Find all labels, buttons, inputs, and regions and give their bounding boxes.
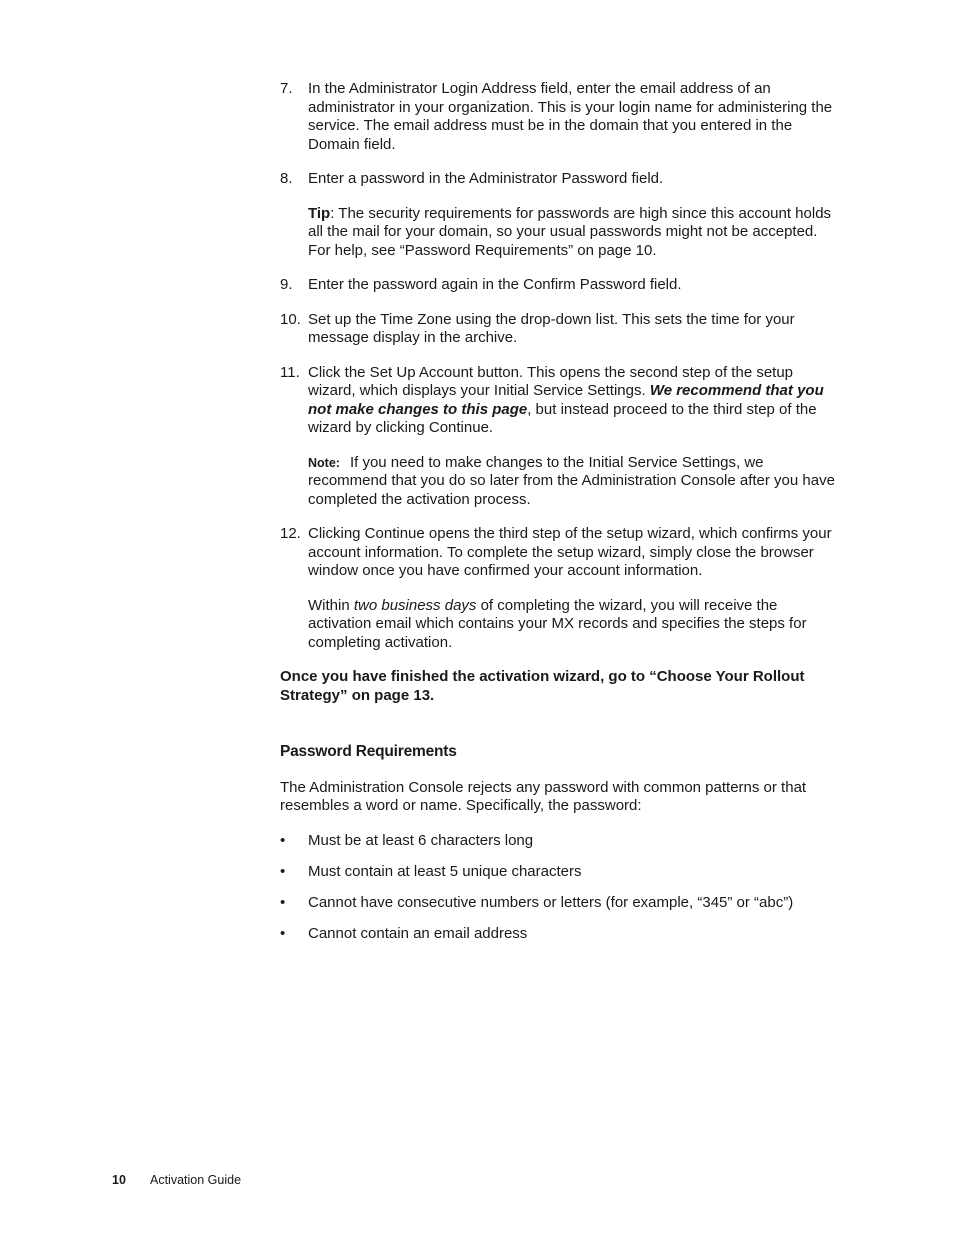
followup-paragraph <box>280 597 840 653</box>
step-10 <box>280 311 840 348</box>
note-paragraph <box>280 454 840 510</box>
bullet-glyph: • <box>280 862 286 880</box>
step-number: 10. <box>280 310 301 328</box>
bullet-item <box>280 894 840 913</box>
step-text-a: Click the Set Up Account button. This opens the second step of the setup wizard, which displays your Initial Service Settings. <box>308 363 794 399</box>
section-heading: Password Requirements <box>280 743 457 760</box>
step-text-b: , but instead proceed to the third step of the wizard by clicking Continue. <box>308 400 817 436</box>
step-number: 11. <box>280 363 300 381</box>
tip-paragraph <box>280 205 840 261</box>
page-footer <box>112 1173 241 1187</box>
section-intro: The Administration Console rejects any password with common patterns or that resembles a word or name. Specifically, the password: <box>280 778 807 814</box>
step-text: Enter a password in the Administrator Password field. <box>308 170 664 187</box>
bullet-text: Must be at least 6 characters long <box>308 831 534 849</box>
closing-instruction: Once you have finished the activation wizard, go to “Choose Your Rollout Strategy” on page 13. <box>280 668 805 704</box>
bullet-text: Must contain at least 5 unique characters <box>308 862 582 880</box>
footer-title: Activation Guide <box>150 1173 242 1187</box>
followup-text-a: Within <box>308 596 354 614</box>
bullet-item <box>280 832 840 851</box>
tip-text: : The security requirements for passwords are high since this account holds all the mail for your domain, so your usual passwords might not be accepted. For help, see “Password Requirements” on page 10. <box>308 204 832 259</box>
step-number: 7. <box>280 80 293 97</box>
note-label: Note: <box>308 455 340 470</box>
followup-text-b: of completing the wizard, you will receive the activation email which contains your MX records and specifies the steps for completing activation. <box>308 596 807 651</box>
step-11 <box>280 364 840 438</box>
step-7 <box>280 80 840 154</box>
followup-emphasis: two business days <box>353 596 477 614</box>
step-text: Enter the password again in the Confirm Password field. <box>308 276 682 293</box>
step-number: 12. <box>280 525 301 542</box>
tip-label: Tip <box>308 204 331 222</box>
bullet-item <box>280 863 840 882</box>
page-number: 10 <box>112 1173 126 1187</box>
bullet-text: Cannot contain an email address <box>308 924 528 942</box>
bullet-text: Cannot have consecutive numbers or letters (for example, “345” or “abc”) <box>308 893 794 911</box>
step-number: 8. <box>280 170 293 187</box>
bullet-glyph: • <box>280 924 286 942</box>
bullet-glyph: • <box>280 893 286 911</box>
bullet-glyph: • <box>280 831 286 849</box>
step-text: Set up the Time Zone using the drop-down list. This sets the time for your message display in the archive. <box>308 310 795 346</box>
step-12 <box>280 525 840 581</box>
page-content <box>280 80 840 956</box>
step-emphasis: We recommend that you not make changes to this page <box>308 382 824 418</box>
bullet-item <box>280 925 840 944</box>
step-9 <box>280 276 840 295</box>
step-8 <box>280 170 840 189</box>
step-number: 9. <box>280 276 293 293</box>
step-text: In the Administrator Login Address field, enter the email address of an administrator in your organization. This is your login name for administering the service. The email address must be in the domain that you entered in the Domain field. <box>308 80 833 153</box>
step-text: Clicking Continue opens the third step of the setup wizard, which confirms your account information. To complete the setup wizard, simply close the browser window once you have confirmed your account information. <box>308 525 832 579</box>
note-text: If you need to make changes to the Initial Service Settings, we recommend that you do so later from the Administration Console after you have completed the activation process. <box>308 453 835 508</box>
